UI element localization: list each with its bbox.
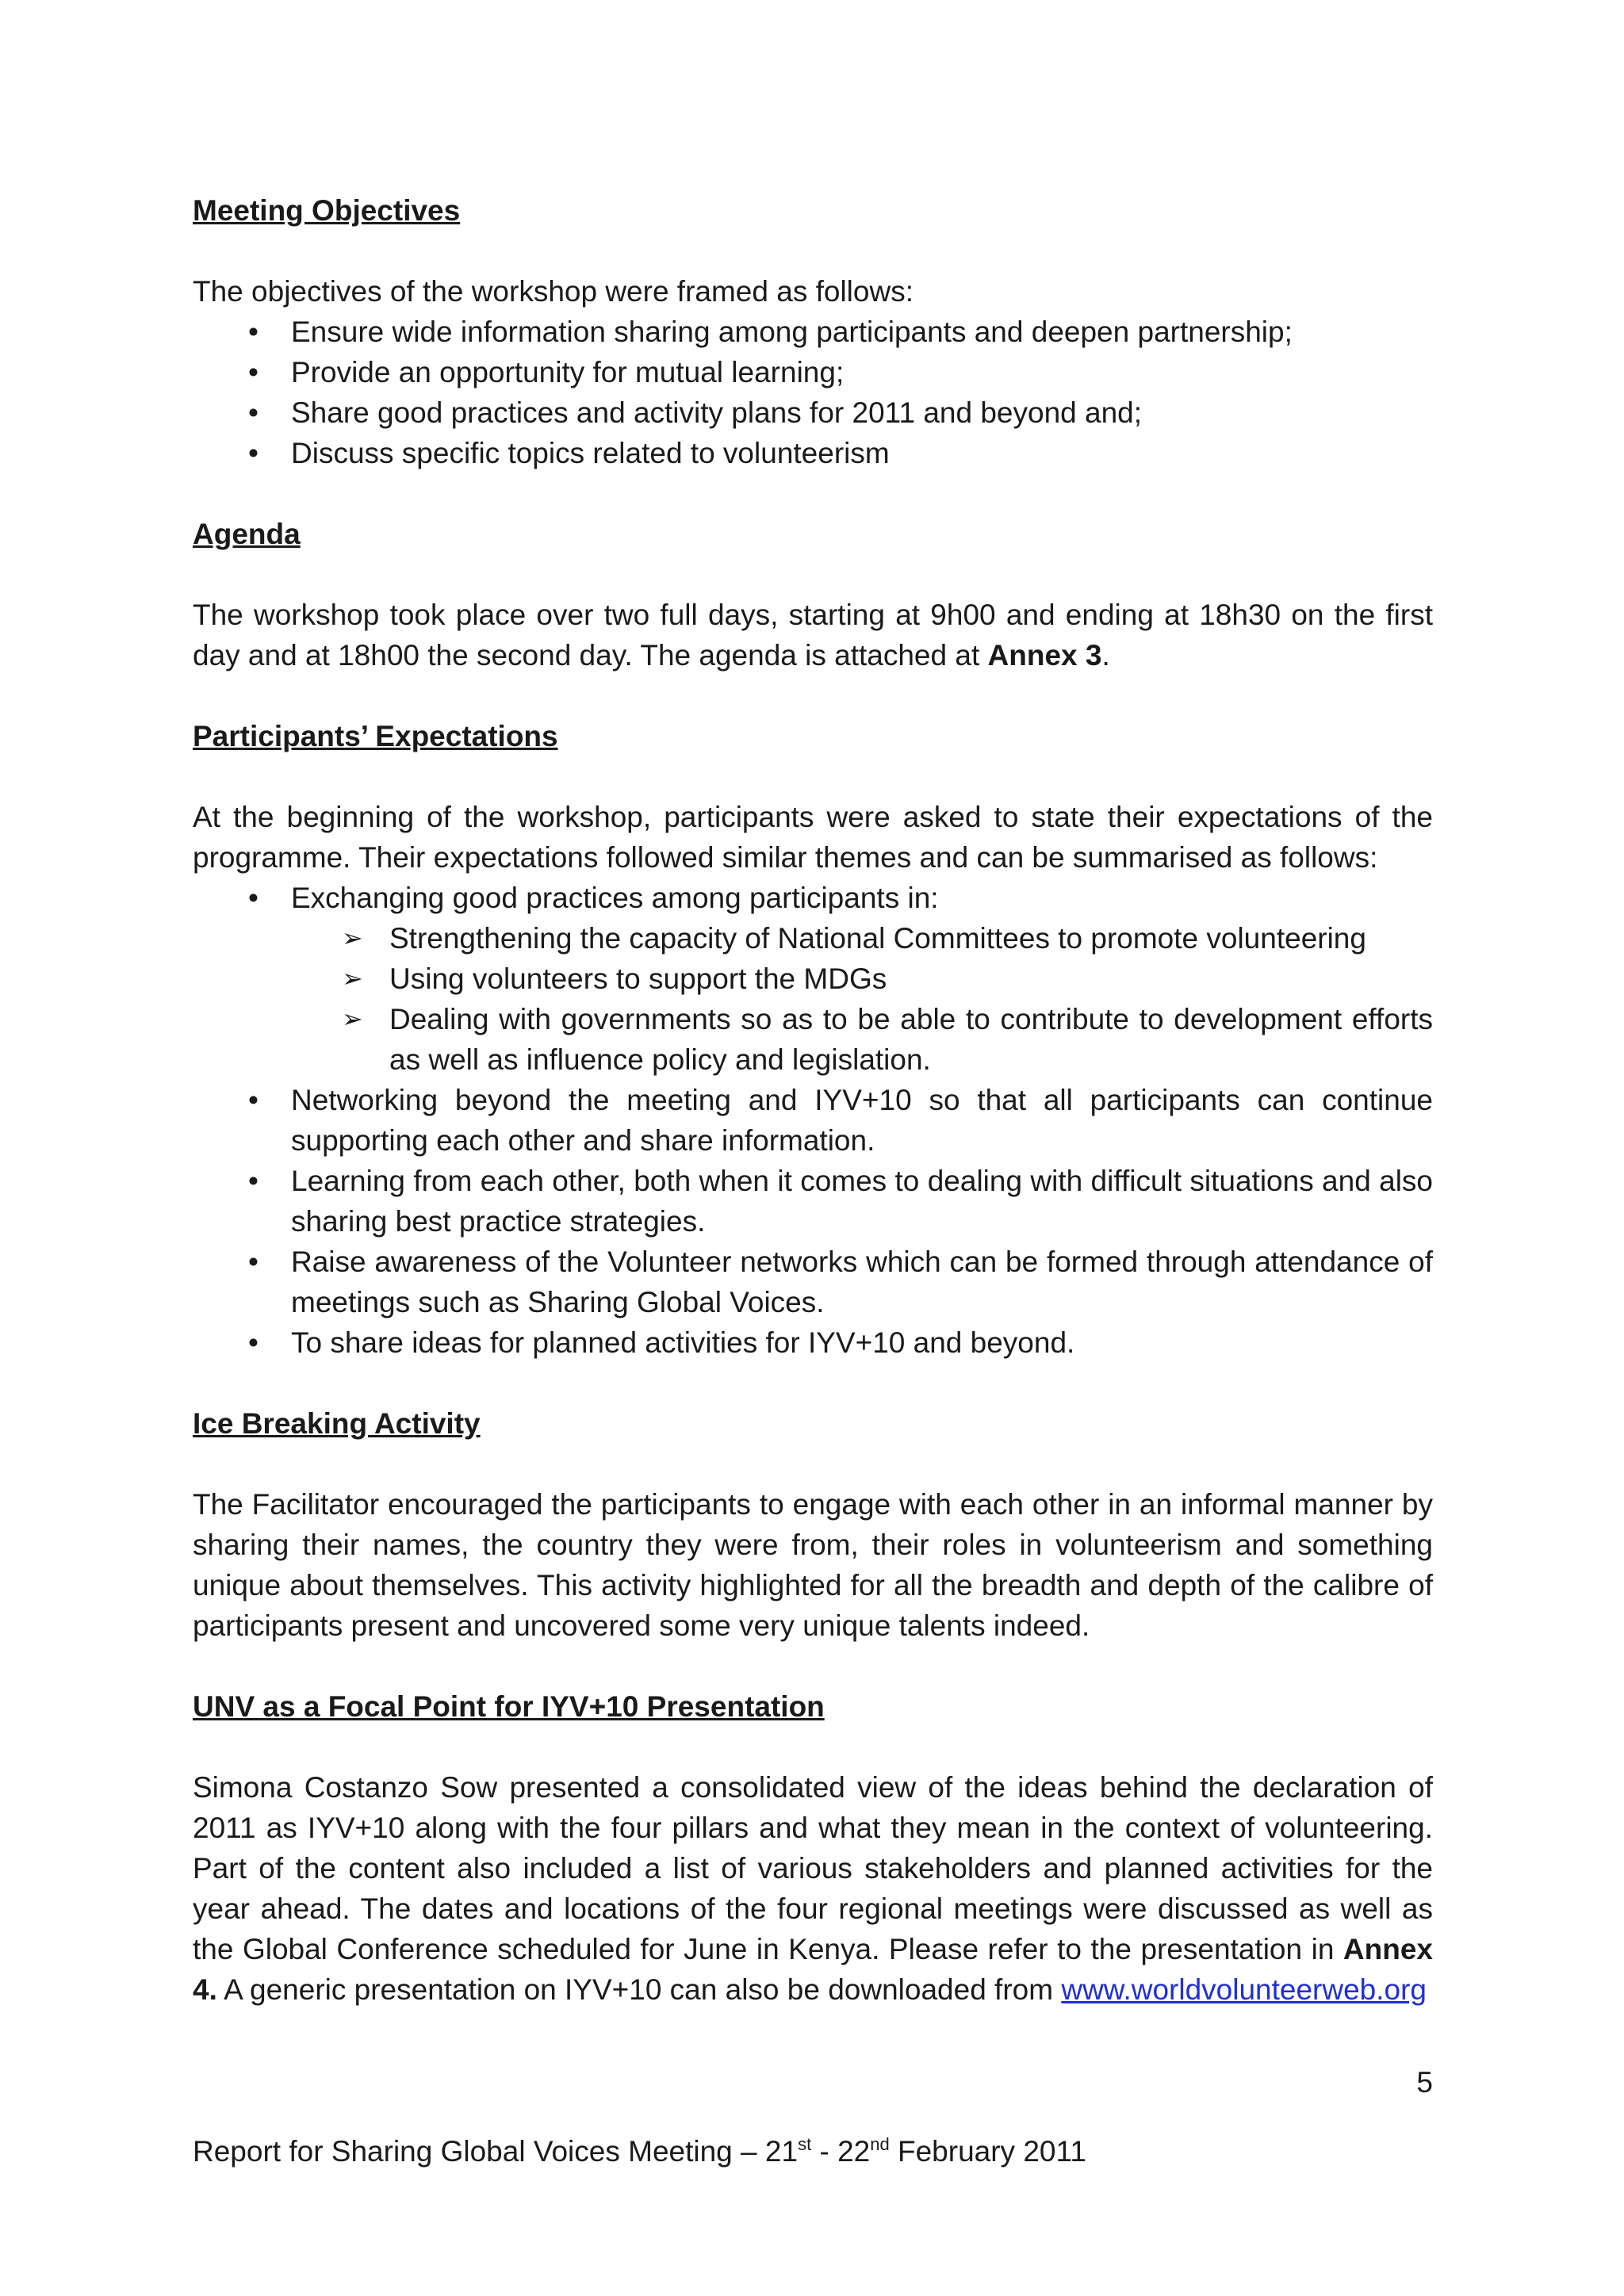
objectives-list [193,312,1433,473]
bullet-icon: • [248,1165,259,1197]
arrow-bullet-icon: ➢ [342,1004,363,1033]
spacer [193,1444,1433,1484]
bullet-icon: • [248,1326,259,1359]
page-number: 5 [1416,2066,1433,2099]
expectations-heading: Participants’ Expectations [193,720,558,752]
agenda-text: The workshop took place over two full days, starting at 9h00 and ending at 18h30 on the first day and at 18h00 the second day. The agenda is attached at Annex 3. [193,599,1433,672]
list-item: • Networking beyond the meeting and IYV+10 so that all participants can continue supporting each other and share information. [193,1080,1433,1161]
bullet-icon: • [248,1084,259,1116]
annex-reference: Annex 3 [987,639,1102,672]
list-item: ➢ Strengthening the capacity of National Committees to promote volunteering [193,918,1433,959]
expectations-list [193,878,1433,918]
list-item: • Discuss specific topics related to volunteerism [193,433,1433,473]
list-item: • Share good practices and activity plans for 2011 and beyond and; [193,392,1433,433]
expectations-list-continued [193,1080,1433,1363]
spacer [193,1727,1433,1767]
spacer [193,231,1433,271]
annex-reference: Annex 4. [193,1933,1433,2006]
bullet-icon: • [248,437,259,469]
document-page [193,190,1433,2010]
list-item: ➢ Using volunteers to support the MDGs [193,959,1433,999]
page-footer: Report for Sharing Global Voices Meeting – 21st - 22nd February 2011 [193,2134,1086,2168]
bullet-icon: • [248,356,259,388]
worldvolunteerweb-link[interactable]: www.worldvolunteerweb.org [1061,1973,1427,2006]
expectations-sublist [193,918,1433,1080]
agenda-heading: Agenda [193,518,301,550]
spacer [193,1646,1433,1686]
icebreaking-heading: Ice Breaking Activity [193,1407,481,1440]
objectives-intro: The objectives of the workshop were framed as follows: [193,275,914,308]
unv-heading: UNV as a Focal Point for IYV+10 Presentation [193,1690,825,1723]
list-item: • Raise awareness of the Volunteer networks which can be formed through attendance of meetings such as Sharing Global Voices. [193,1242,1433,1322]
spacer [193,1363,1433,1403]
spacer [193,473,1433,514]
icebreaking-text: The Facilitator encouraged the participants to engage with each other in an informal manner by sharing their names, the country they were from, their roles in volunteerism and something unique about themselves. This activity highlighted for all the breadth and depth of the calibre of participants present and uncovered some very unique talents indeed. [193,1488,1433,1642]
list-item: • Learning from each other, both when it comes to dealing with difficult situations and also sharing best practice strategies. [193,1161,1433,1242]
spacer [193,554,1433,595]
list-item: ➢ Dealing with governments so as to be able to contribute to development efforts as well as influence policy and legislation. [193,999,1433,1080]
spacer [193,675,1433,716]
bullet-icon: • [248,316,259,348]
bullet-icon: • [248,396,259,429]
bullet-icon: • [248,1246,259,1278]
arrow-bullet-icon: ➢ [342,964,363,993]
objectives-heading: Meeting Objectives [193,194,461,227]
list-item: • Provide an opportunity for mutual learning; [193,352,1433,392]
list-item: • To share ideas for planned activities for IYV+10 and beyond. [193,1322,1433,1363]
arrow-bullet-icon: ➢ [342,924,363,952]
unv-text: Simona Costanzo Sow presented a consolidated view of the ideas behind the declaration of 2011 as IYV+10 along with the four pillars and what they mean in the context of volunteering. Part of the content also included a list of various stakeholders and planned activities for the year ahead. The dates and locations of the four regional meetings were discussed as well as the Global Conference scheduled for June in Kenya. Please refer to the presentation in Annex 4. A generic presentation on IYV+10 can also be downloaded from www.worldvolunteerweb.org [193,1771,1433,2006]
list-item: • Exchanging good practices among participants in: [193,878,1433,918]
list-item: • Ensure wide information sharing among participants and deepen partnership; [193,312,1433,352]
bullet-icon: • [248,882,259,914]
expectations-intro: At the beginning of the workshop, participants were asked to state their expectations of the programme. Their expectations followed similar themes and can be summarised as follows: [193,801,1433,874]
spacer [193,756,1433,797]
